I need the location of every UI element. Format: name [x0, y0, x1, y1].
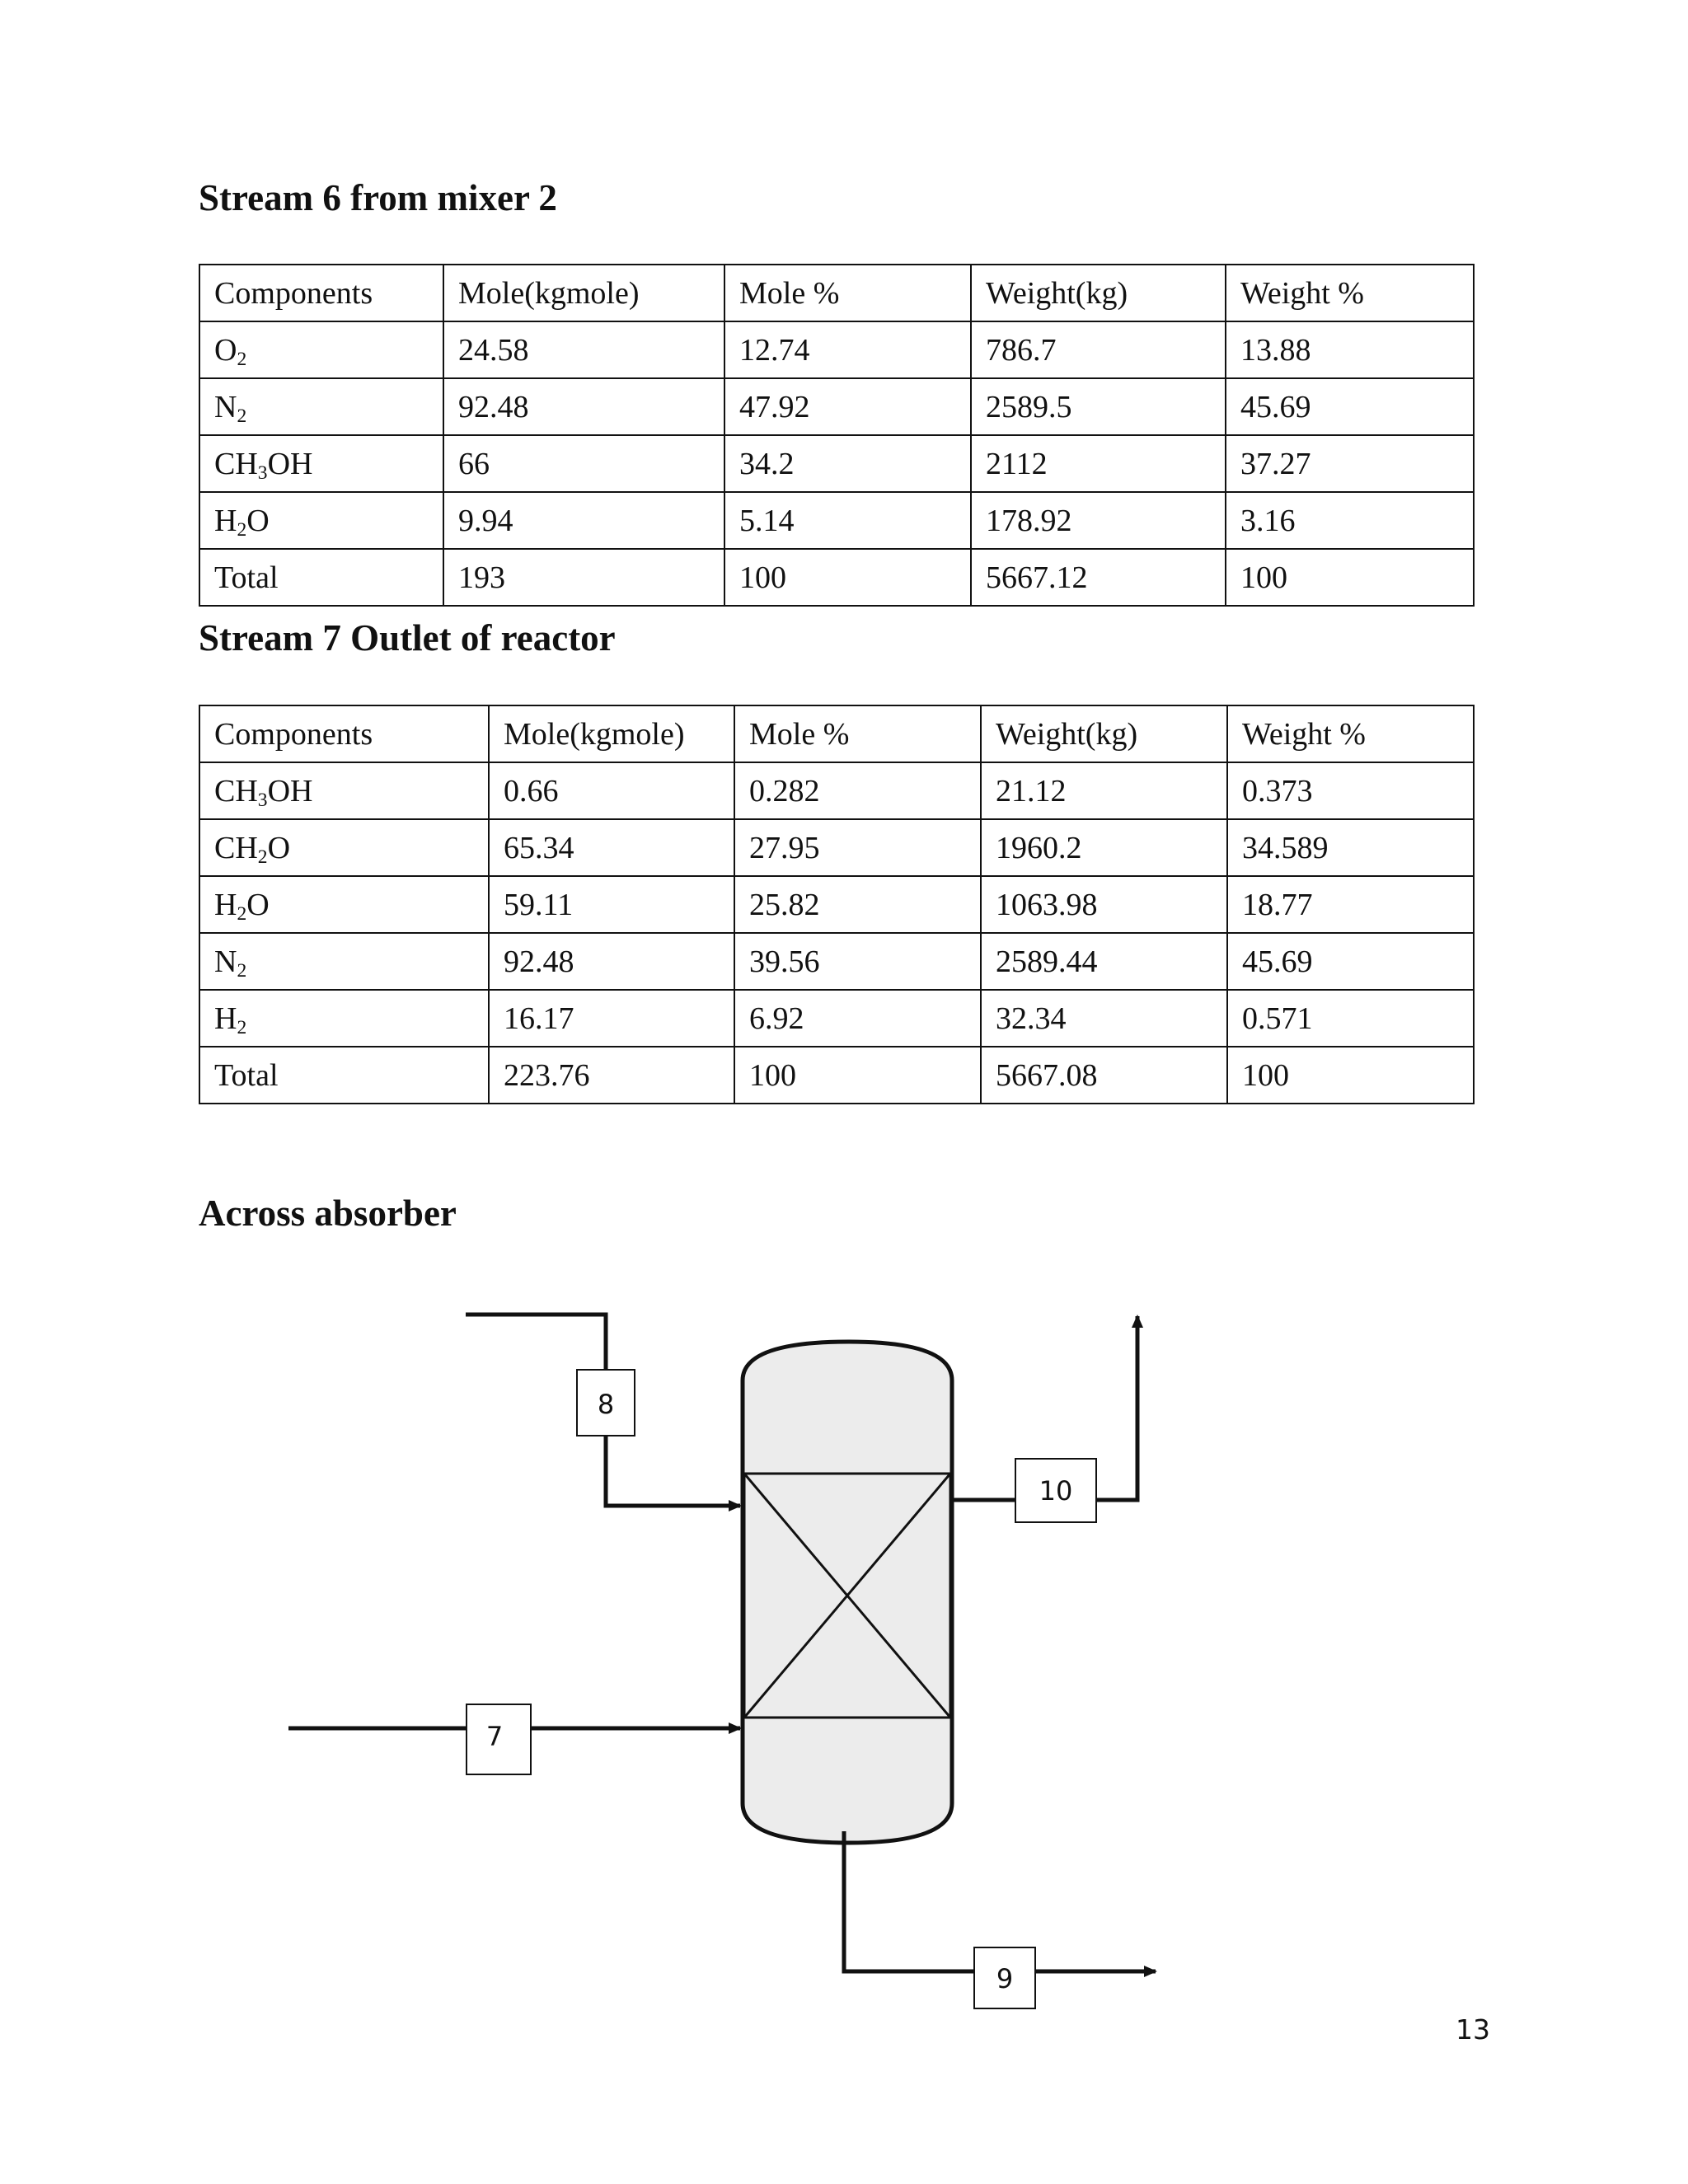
table-header-row	[199, 705, 1474, 762]
component-cell: $CH_3OH$	[199, 435, 443, 492]
stream-10-label: 10	[1039, 1475, 1073, 1507]
weight-cell: 2112	[971, 435, 1226, 492]
mole-pct-cell: 39.56	[734, 933, 981, 990]
weight-cell: 1960.2	[981, 819, 1227, 876]
table-row	[199, 933, 1474, 990]
weight-pct-cell: 45.69	[1226, 378, 1474, 435]
weight-pct-cell: 13.88	[1226, 321, 1474, 378]
weight-pct-cell: 100	[1227, 1047, 1474, 1104]
table-header-row	[199, 265, 1474, 321]
table-row	[199, 762, 1474, 819]
header-cell: Components	[199, 265, 443, 321]
weight-pct-cell: 45.69	[1227, 933, 1474, 990]
header-cell: Mole(kgmole)	[443, 265, 724, 321]
header-cell: Weight(kg)	[981, 705, 1227, 762]
mole-pct-cell: 47.92	[724, 378, 971, 435]
weight-cell: 5667.08	[981, 1047, 1227, 1104]
weight-cell: 1063.98	[981, 876, 1227, 933]
stream-7-label: 7	[485, 1721, 504, 1752]
weight-pct-cell: 0.373	[1227, 762, 1474, 819]
header-cell: Mole %	[734, 705, 981, 762]
component-cell: $CH_3OH$	[199, 762, 489, 819]
page-number: 13	[1456, 2013, 1490, 2046]
weight-pct-cell: 3.16	[1226, 492, 1474, 549]
weight-pct-cell: 37.27	[1226, 435, 1474, 492]
mole-cell: 0.66	[489, 762, 734, 819]
table-total-row	[199, 1047, 1474, 1104]
table-row	[199, 492, 1474, 549]
mole-cell: 66	[443, 435, 724, 492]
weight-pct-cell: 0.571	[1227, 990, 1474, 1047]
mole-pct-cell: 0.282	[734, 762, 981, 819]
mole-pct-cell: 25.82	[734, 876, 981, 933]
mole-cell: 92.48	[489, 933, 734, 990]
weight-cell: 178.92	[971, 492, 1226, 549]
component-cell: Total	[199, 1047, 489, 1104]
mole-pct-cell: 100	[724, 549, 971, 606]
component-cell: $O_2$	[199, 321, 443, 378]
column-shell	[743, 1342, 952, 1843]
table-total-row	[199, 549, 1474, 606]
component-cell: $H_2O$	[199, 492, 443, 549]
component-cell: $N_2$	[199, 378, 443, 435]
stream-7-table	[199, 705, 1475, 1104]
weight-pct-cell: 34.589	[1227, 819, 1474, 876]
weight-pct-cell: 18.77	[1227, 876, 1474, 933]
component-cell: $H_2O$	[199, 876, 489, 933]
mole-cell: 9.94	[443, 492, 724, 549]
mole-cell: 16.17	[489, 990, 734, 1047]
weight-cell: 5667.12	[971, 549, 1226, 606]
weight-cell: 21.12	[981, 762, 1227, 819]
table-row	[199, 378, 1474, 435]
mole-cell: 59.11	[489, 876, 734, 933]
stream-9-label: 9	[996, 1963, 1014, 1994]
table-row	[199, 819, 1474, 876]
component-cell: Total	[199, 549, 443, 606]
absorber-column	[743, 1342, 952, 1843]
weight-cell: 32.34	[981, 990, 1227, 1047]
component-cell: $N_2$	[199, 933, 489, 990]
mole-pct-cell: 100	[734, 1047, 981, 1104]
header-cell: Weight %	[1227, 705, 1474, 762]
mole-cell: 65.34	[489, 819, 734, 876]
header-cell: Components	[199, 705, 489, 762]
mole-cell: 223.76	[489, 1047, 734, 1104]
header-cell: Mole(kgmole)	[489, 705, 734, 762]
mole-cell: 92.48	[443, 378, 724, 435]
mole-cell: 193	[443, 549, 724, 606]
heading-absorber: Across absorber	[199, 1193, 457, 1234]
mole-pct-cell: 6.92	[734, 990, 981, 1047]
header-cell: Weight %	[1226, 265, 1474, 321]
mole-pct-cell: 5.14	[724, 492, 971, 549]
weight-cell: 786.7	[971, 321, 1226, 378]
header-cell: Weight(kg)	[971, 265, 1226, 321]
heading-stream-7: Stream 7 Outlet of reactor	[199, 617, 616, 658]
stream-8-label: 8	[597, 1389, 615, 1420]
header-cell: Mole %	[724, 265, 971, 321]
mole-cell: 24.58	[443, 321, 724, 378]
table-row	[199, 876, 1474, 933]
absorber-diagram	[0, 1269, 1688, 2011]
mole-pct-cell: 12.74	[724, 321, 971, 378]
table-row	[199, 435, 1474, 492]
stream-6-table	[199, 264, 1475, 607]
weight-pct-cell: 100	[1226, 549, 1474, 606]
component-cell: $CH_2O$	[199, 819, 489, 876]
table-row	[199, 321, 1474, 378]
component-cell: $H_2$	[199, 990, 489, 1047]
heading-stream-6: Stream 6 from mixer 2	[199, 177, 557, 218]
mole-pct-cell: 27.95	[734, 819, 981, 876]
weight-cell: 2589.5	[971, 378, 1226, 435]
mole-pct-cell: 34.2	[724, 435, 971, 492]
table-row	[199, 990, 1474, 1047]
weight-cell: 2589.44	[981, 933, 1227, 990]
